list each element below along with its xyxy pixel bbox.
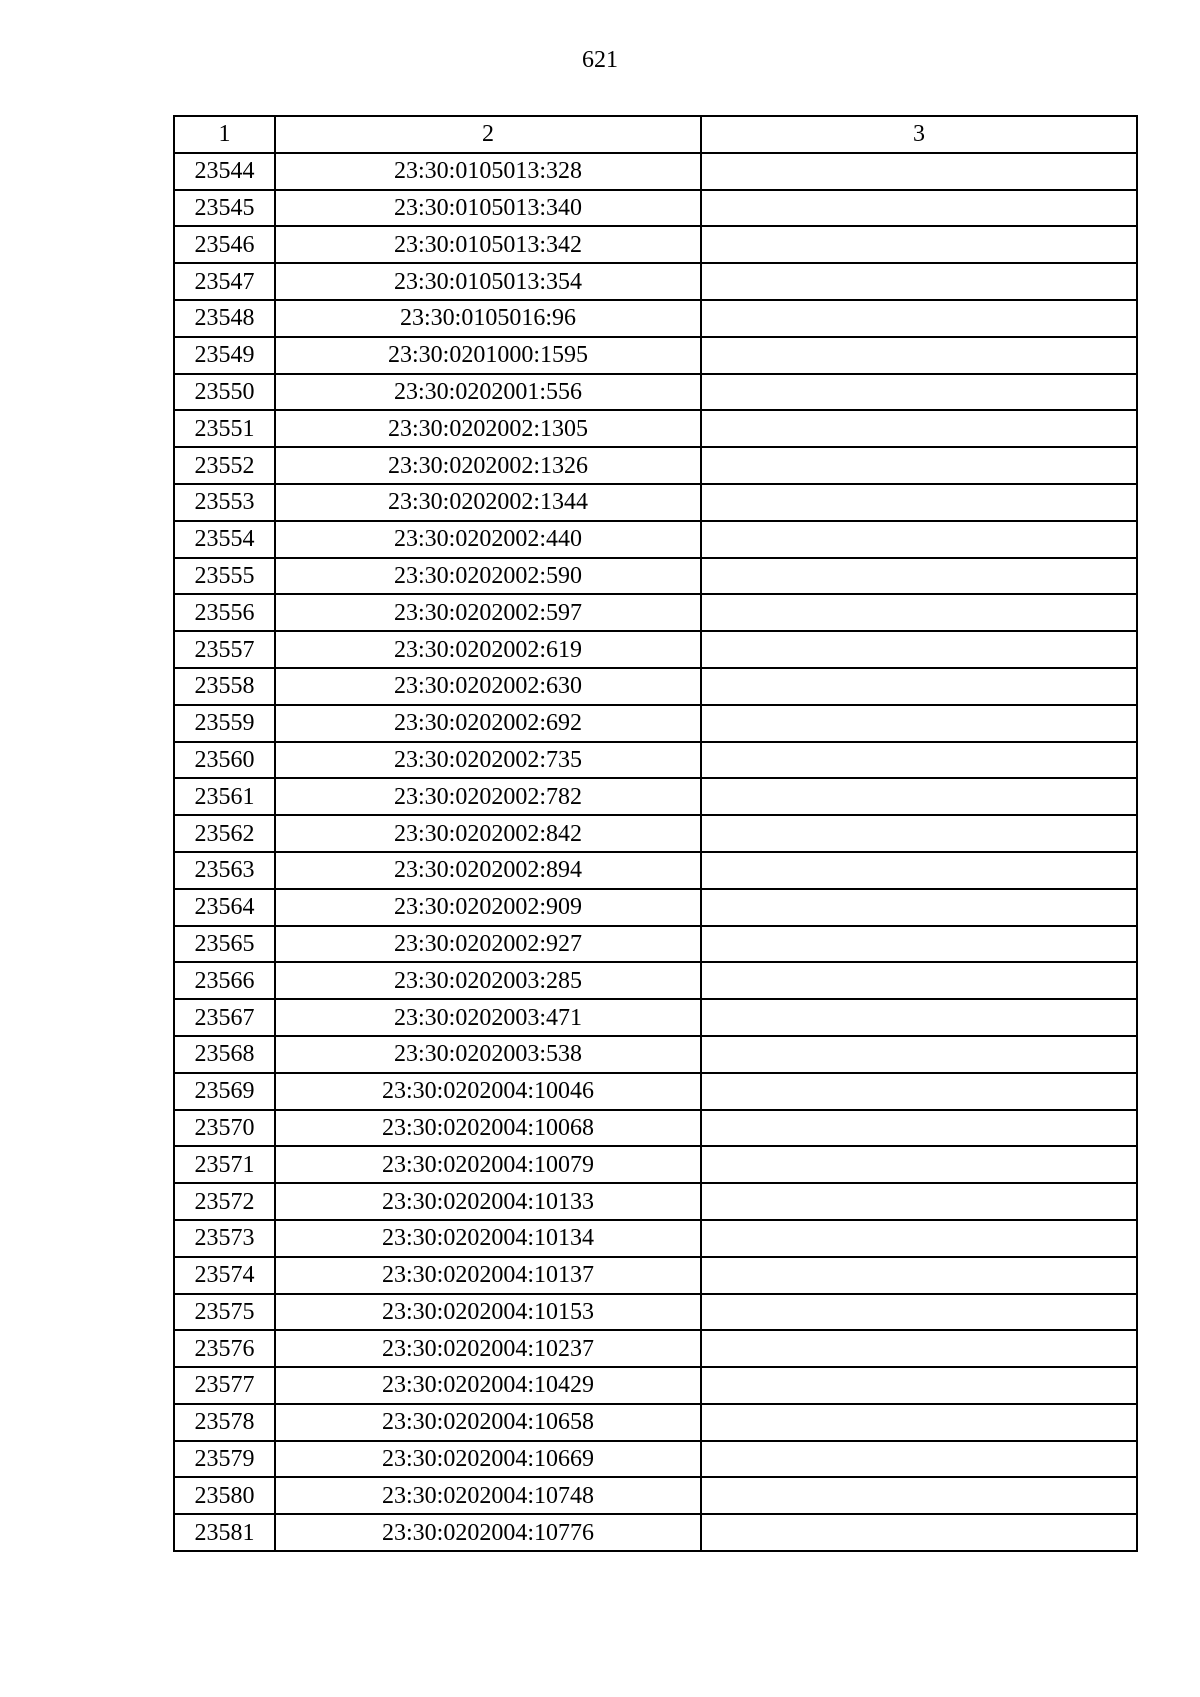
table-row — [174, 190, 1137, 227]
row-number-cell: 23572 — [174, 1183, 275, 1220]
cadastral-number-cell: 23:30:0202002:909 — [275, 889, 701, 926]
row-number-cell: 23555 — [174, 558, 275, 595]
notes-cell — [701, 1441, 1137, 1478]
notes-cell — [701, 374, 1137, 411]
column-header-2: 2 — [275, 116, 701, 153]
cadastral-number-cell: 23:30:0202004:10134 — [275, 1220, 701, 1257]
cadastral-number-cell: 23:30:0202004:10068 — [275, 1110, 701, 1147]
row-number-cell: 23551 — [174, 410, 275, 447]
row-number-cell: 23557 — [174, 631, 275, 668]
table-row — [174, 1441, 1137, 1478]
row-number-cell: 23545 — [174, 190, 275, 227]
notes-cell — [701, 521, 1137, 558]
registry-table — [173, 115, 1138, 1552]
table-row — [174, 815, 1137, 852]
row-number-cell: 23549 — [174, 337, 275, 374]
notes-cell — [701, 962, 1137, 999]
notes-cell — [701, 153, 1137, 190]
table-row — [174, 263, 1137, 300]
cadastral-number-cell: 23:30:0202004:10429 — [275, 1367, 701, 1404]
table-row — [174, 1146, 1137, 1183]
notes-cell — [701, 337, 1137, 374]
cadastral-number-cell: 23:30:0202004:10748 — [275, 1477, 701, 1514]
cadastral-number-cell: 23:30:0202002:735 — [275, 742, 701, 779]
notes-cell — [701, 668, 1137, 705]
cadastral-number-cell: 23:30:0202002:630 — [275, 668, 701, 705]
table-row — [174, 962, 1137, 999]
row-number-cell: 23574 — [174, 1257, 275, 1294]
row-number-cell: 23548 — [174, 300, 275, 337]
cadastral-number-cell: 23:30:0202004:10133 — [275, 1183, 701, 1220]
row-number-cell: 23559 — [174, 705, 275, 742]
table-row — [174, 742, 1137, 779]
cadastral-number-cell: 23:30:0202004:10658 — [275, 1404, 701, 1441]
table-row — [174, 889, 1137, 926]
table-row — [174, 337, 1137, 374]
row-number-cell: 23547 — [174, 263, 275, 300]
row-number-cell: 23568 — [174, 1036, 275, 1073]
notes-cell — [701, 778, 1137, 815]
notes-cell — [701, 1257, 1137, 1294]
notes-cell — [701, 410, 1137, 447]
row-number-cell: 23552 — [174, 447, 275, 484]
notes-cell — [701, 1146, 1137, 1183]
notes-cell — [701, 1073, 1137, 1110]
row-number-cell: 23576 — [174, 1330, 275, 1367]
notes-cell — [701, 631, 1137, 668]
row-number-cell: 23578 — [174, 1404, 275, 1441]
notes-cell — [701, 1036, 1137, 1073]
table-row — [174, 1220, 1137, 1257]
notes-cell — [701, 815, 1137, 852]
notes-cell — [701, 263, 1137, 300]
row-number-cell: 23565 — [174, 926, 275, 963]
notes-cell — [701, 742, 1137, 779]
cadastral-number-cell: 23:30:0202004:10137 — [275, 1257, 701, 1294]
table-row — [174, 1073, 1137, 1110]
table-row — [174, 374, 1137, 411]
cadastral-number-cell: 23:30:0202002:782 — [275, 778, 701, 815]
notes-cell — [701, 1477, 1137, 1514]
notes-cell — [701, 1367, 1137, 1404]
table-row — [174, 1404, 1137, 1441]
cadastral-number-cell: 23:30:0202002:894 — [275, 852, 701, 889]
table-row — [174, 631, 1137, 668]
table-row — [174, 1477, 1137, 1514]
row-number-cell: 23561 — [174, 778, 275, 815]
cadastral-number-cell: 23:30:0202002:1305 — [275, 410, 701, 447]
cadastral-number-cell: 23:30:0105013:354 — [275, 263, 701, 300]
row-number-cell: 23546 — [174, 226, 275, 263]
table-row — [174, 1514, 1137, 1551]
cadastral-number-cell: 23:30:0105016:96 — [275, 300, 701, 337]
cadastral-number-cell: 23:30:0202004:10776 — [275, 1514, 701, 1551]
table-row — [174, 705, 1137, 742]
notes-cell — [701, 484, 1137, 521]
cadastral-number-cell: 23:30:0202001:556 — [275, 374, 701, 411]
table-row — [174, 999, 1137, 1036]
cadastral-number-cell: 23:30:0202003:285 — [275, 962, 701, 999]
cadastral-number-cell: 23:30:0202004:10046 — [275, 1073, 701, 1110]
row-number-cell: 23553 — [174, 484, 275, 521]
table-row — [174, 447, 1137, 484]
row-number-cell: 23580 — [174, 1477, 275, 1514]
cadastral-number-cell: 23:30:0202004:10153 — [275, 1294, 701, 1331]
table-row — [174, 1257, 1137, 1294]
notes-cell — [701, 226, 1137, 263]
table-row — [174, 226, 1137, 263]
cadastral-number-cell: 23:30:0105013:340 — [275, 190, 701, 227]
notes-cell — [701, 447, 1137, 484]
row-number-cell: 23544 — [174, 153, 275, 190]
table-row — [174, 1367, 1137, 1404]
table-row — [174, 410, 1137, 447]
table-row — [174, 778, 1137, 815]
notes-cell — [701, 889, 1137, 926]
notes-cell — [701, 558, 1137, 595]
notes-cell — [701, 999, 1137, 1036]
cadastral-number-cell: 23:30:0201000:1595 — [275, 337, 701, 374]
notes-cell — [701, 1294, 1137, 1331]
table-row — [174, 852, 1137, 889]
notes-cell — [701, 1514, 1137, 1551]
row-number-cell: 23560 — [174, 742, 275, 779]
row-number-cell: 23554 — [174, 521, 275, 558]
notes-cell — [701, 852, 1137, 889]
notes-cell — [701, 1220, 1137, 1257]
notes-cell — [701, 1330, 1137, 1367]
table-row — [174, 1036, 1137, 1073]
row-number-cell: 23570 — [174, 1110, 275, 1147]
notes-cell — [701, 300, 1137, 337]
row-number-cell: 23569 — [174, 1073, 275, 1110]
cadastral-number-cell: 23:30:0202002:1344 — [275, 484, 701, 521]
row-number-cell: 23563 — [174, 852, 275, 889]
notes-cell — [701, 594, 1137, 631]
table-row — [174, 1294, 1137, 1331]
page-number: 621 — [582, 47, 618, 73]
row-number-cell: 23579 — [174, 1441, 275, 1478]
cadastral-number-cell: 23:30:0202002:1326 — [275, 447, 701, 484]
table-row — [174, 926, 1137, 963]
table-row — [174, 300, 1137, 337]
row-number-cell: 23581 — [174, 1514, 275, 1551]
notes-cell — [701, 1404, 1137, 1441]
table-row — [174, 1183, 1137, 1220]
cadastral-number-cell: 23:30:0202002:927 — [275, 926, 701, 963]
header-row — [174, 116, 1137, 153]
notes-cell — [701, 1183, 1137, 1220]
cadastral-number-cell: 23:30:0105013:328 — [275, 153, 701, 190]
row-number-cell: 23564 — [174, 889, 275, 926]
cadastral-number-cell: 23:30:0202002:619 — [275, 631, 701, 668]
cadastral-number-cell: 23:30:0202002:842 — [275, 815, 701, 852]
row-number-cell: 23575 — [174, 1294, 275, 1331]
table-row — [174, 1110, 1137, 1147]
row-number-cell: 23550 — [174, 374, 275, 411]
column-header-1: 1 — [174, 116, 275, 153]
cadastral-number-cell: 23:30:0202004:10237 — [275, 1330, 701, 1367]
table-body — [174, 153, 1137, 1551]
row-number-cell: 23562 — [174, 815, 275, 852]
cadastral-number-cell: 23:30:0202002:590 — [275, 558, 701, 595]
notes-cell — [701, 926, 1137, 963]
table-row — [174, 558, 1137, 595]
row-number-cell: 23571 — [174, 1146, 275, 1183]
column-header-3: 3 — [701, 116, 1137, 153]
table-row — [174, 594, 1137, 631]
cadastral-number-cell: 23:30:0202004:10079 — [275, 1146, 701, 1183]
cadastral-number-cell: 23:30:0202003:538 — [275, 1036, 701, 1073]
row-number-cell: 23566 — [174, 962, 275, 999]
table-row — [174, 153, 1137, 190]
cadastral-number-cell: 23:30:0202003:471 — [275, 999, 701, 1036]
row-number-cell: 23567 — [174, 999, 275, 1036]
notes-cell — [701, 190, 1137, 227]
row-number-cell: 23577 — [174, 1367, 275, 1404]
row-number-cell: 23573 — [174, 1220, 275, 1257]
cadastral-number-cell: 23:30:0202002:597 — [275, 594, 701, 631]
notes-cell — [701, 705, 1137, 742]
table-row — [174, 484, 1137, 521]
cadastral-number-cell: 23:30:0202004:10669 — [275, 1441, 701, 1478]
cadastral-number-cell: 23:30:0105013:342 — [275, 226, 701, 263]
row-number-cell: 23556 — [174, 594, 275, 631]
notes-cell — [701, 1110, 1137, 1147]
cadastral-number-cell: 23:30:0202002:440 — [275, 521, 701, 558]
table-row — [174, 1330, 1137, 1367]
row-number-cell: 23558 — [174, 668, 275, 705]
table-row — [174, 521, 1137, 558]
cadastral-number-cell: 23:30:0202002:692 — [275, 705, 701, 742]
table-row — [174, 668, 1137, 705]
